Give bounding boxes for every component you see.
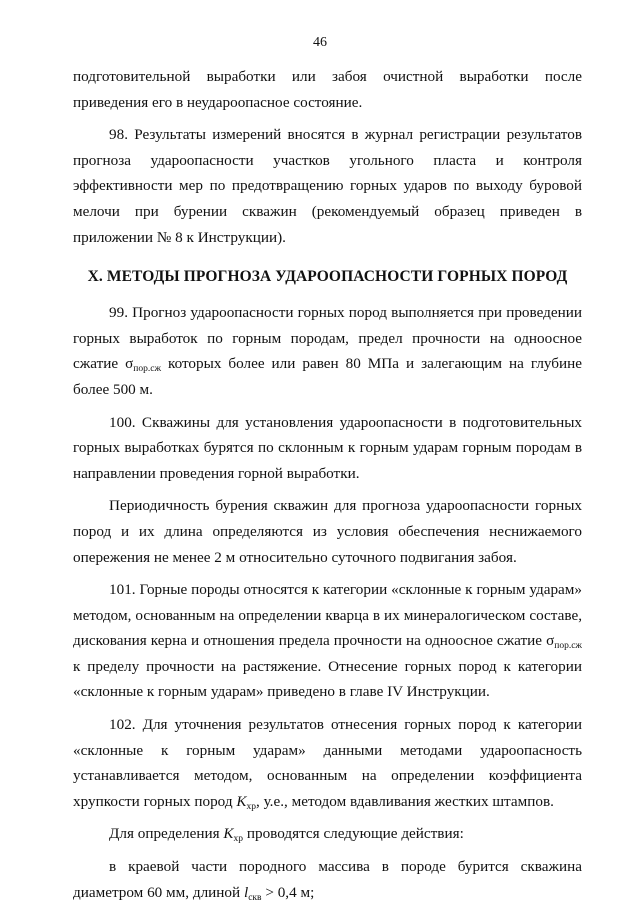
sigma-subscript: пор.сж bbox=[554, 641, 582, 652]
paragraph-99-tail: которых более или равен 80 МПа и залегающим на глубине более 500 м. bbox=[73, 355, 583, 398]
l-symbol: l bbox=[243, 883, 249, 901]
paragraph-102 bbox=[73, 712, 582, 814]
paragraph-101 bbox=[73, 577, 582, 705]
paragraph-101-tail: к пределу прочности на растяжение. Отнесение горных пород к категории «склонные к горным ударам» приведено в главе IV Инструкции. bbox=[73, 657, 582, 701]
paragraph-bore bbox=[73, 854, 582, 905]
paragraph-100: 100. Скважины для установления удароопасности в подготовительных горных выработках бурятся по склонным к горным ударам горным породам в направлении проведения горной выработки. bbox=[73, 413, 582, 482]
paragraph-bore-tail: > 0,4 м; bbox=[265, 883, 315, 901]
paragraph-98: 98. Результаты измерений вносятся в журнал регистрации результатов прогноза удароопасности участков угольного пласта и контроля эффективности мер по предотвращению горных ударов по выходу буровой мелочи при бурении скважин (рекомендуемый образец приведен в приложении № 8 к Инструкции). bbox=[73, 126, 582, 246]
k-symbol: K bbox=[223, 825, 234, 843]
sigma-symbol: $\sigma_{пор.сж}$ bbox=[546, 632, 582, 652]
k-subscript: хр bbox=[246, 801, 256, 812]
k-subscript: хр bbox=[233, 834, 244, 845]
paragraph-bore-text: в краевой части породного массива в породе бурится скважина диаметром 60 мм, длиной bbox=[73, 858, 582, 901]
k-symbol: K bbox=[236, 792, 247, 810]
document-body bbox=[73, 64, 582, 912]
paragraph-definition-text: Для определения bbox=[109, 825, 220, 843]
sigma-subscript: пор.сж bbox=[133, 364, 162, 375]
paragraph-101-text: 101. Горные породы относятся к категории «склонные к горным ударам» методом, основанным на определении кварца в их минералогическом составе, дискования керна и отношения предела прочности на одноосное сжатие bbox=[73, 581, 582, 650]
paragraph-102-tail: , у.е., методом вдавливания жестких штампов. bbox=[256, 792, 554, 810]
paragraph-definition-tail: проводятся следующие действия: bbox=[246, 825, 464, 843]
paragraph-99-text: 99. Прогноз удароопасности горных пород выполняется при проведении горных выработок по горным породам, предел прочности на одноосное сжатие bbox=[73, 304, 582, 373]
paragraph-periodicity: Периодичность бурения скважин для прогноза удароопасности горных пород и их длина определяются из условия обеспечения неснижаемого опережения не менее 2 м относительно суточного подвигания забоя. bbox=[73, 497, 582, 566]
paragraph-continuation: подготовительной выработки или забоя очистной выработки после приведения его в неудароопасное состояние. bbox=[73, 68, 582, 111]
section-title: X. МЕТОДЫ ПРОГНОЗА УДАРООПАСНОСТИ ГОРНЫХ ПОРОД bbox=[87, 268, 568, 286]
sigma-symbol: $\sigma_{пор.сж}$ bbox=[125, 355, 162, 375]
page-number: 46 bbox=[313, 35, 327, 50]
l-subscript: скв bbox=[248, 892, 262, 903]
paragraph-definition bbox=[73, 821, 582, 847]
paragraph-99 bbox=[73, 300, 582, 402]
paragraph-102-text: 102. Для уточнения результатов отнесения горных пород к категории «склонные к горным ударам» данными методами удароопасность устанавливается методом, основанным на определении коэффициента хрупкости горных пород bbox=[73, 716, 582, 810]
